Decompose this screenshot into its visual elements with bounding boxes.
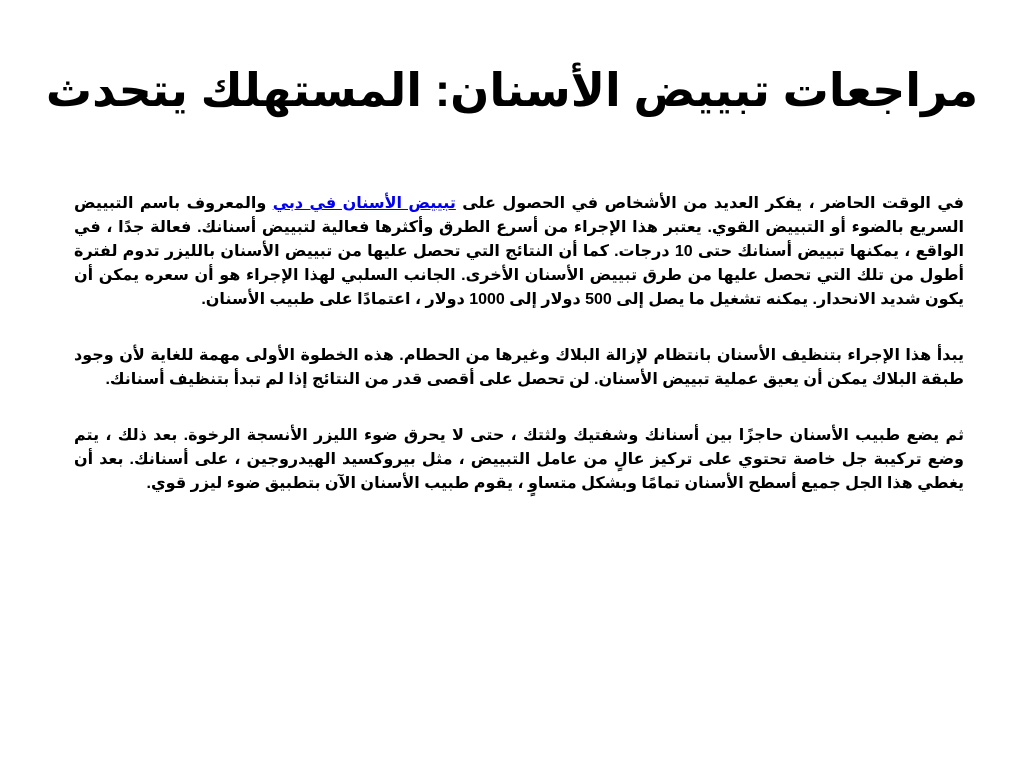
paragraph-intro [74,192,964,312]
paragraph-procedure: ثم يضع طبيب الأسنان حاجزًا بين أسنانك وشفتيك ولثتك ، حتى لا يحرق ضوء الليزر الأنسجة الرخوة. بعد ذلك ، يتم وضع تركيبة جل خاصة تحتوي على تركيز عالٍ من عامل التبييض ، مثل بيروكسيد الهيدروجين ، على أسنانك. بعد أن يغطي هذا الجل جميع أسطح الأسنان تمامًا وبشكل متساوٍ ، يقوم طبيب الأسنان الآن بتطبيق ضوء ليزر قوي. [74,427,964,492]
paragraph-intro-text-end: والمعروف باسم التبييض السريع بالضوء أو التبييض القوي. يعتبر هذا الإجراء من أسرع الطرق وأكثرها فعالية لتبييض أسنانك. فعالة جدًا ، في الواقع ، يمكنها تبييض أسنانك حتى 10 درجات. كما أن النتائج التي تحصل عليها من تبييض الأسنان بالليزر تدوم لفترة أطول من تلك التي تحصل عليها من طرق تبييض الأسنان الأخرى. الجانب السلبي لهذا الإجراء هو أن سعره يمكن أن يكون شديد الانحدار. يمكنه تشغيل ما يصل إلى 500 دولار إلى 1000 دولار ، اعتمادًا على طبيب الأسنان. [74,195,965,308]
paragraph-intro-text-start: في الوقت الحاضر ، يفكر العديد من الأشخاص في الحصول على [455,195,964,212]
teeth-whitening-dubai-link[interactable]: تبييض الأسنان في دبي [272,195,456,212]
slide-body [74,192,964,496]
paragraph-cleaning: يبدأ هذا الإجراء بتنظيف الأسنان بانتظام لإزالة البلاك وغيرها من الحطام. هذه الخطوة الأولى مهمة للغاية لأن وجود طبقة البلاك يمكن أن يعيق عملية تبييض الأسنان. لن تحصل على أقصى قدر من النتائج إذا لم تبدأ بتنظيف أسنانك. [74,347,964,388]
slide-title: مراجعات تبييض الأسنان: المستهلك يتحدث [45,64,979,116]
